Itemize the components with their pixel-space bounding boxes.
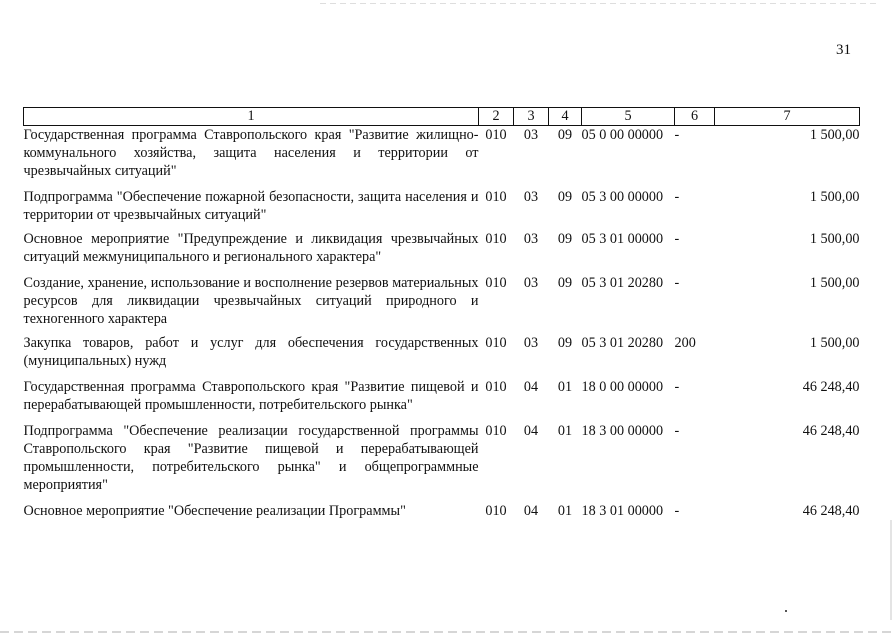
row-amount: 1 500,00 <box>809 335 860 351</box>
row-ministry-code: 010 <box>485 189 507 205</box>
scan-artifact-top <box>320 3 880 4</box>
row-target-code: 05 3 00 00000 <box>581 189 664 205</box>
row-section-code: 04 <box>523 503 539 519</box>
table-row <box>24 274 860 334</box>
row-amount: 1 500,00 <box>809 275 860 291</box>
row-target-code: 05 3 01 00000 <box>581 231 664 247</box>
table-row <box>24 334 860 378</box>
header-col-1: 1 <box>24 108 479 126</box>
row-expense-type: - <box>674 189 680 205</box>
row-expense-type: - <box>674 423 680 439</box>
header-col-7: 7 <box>715 108 860 126</box>
row-amount: 1 500,00 <box>809 189 860 205</box>
row-target-code: 05 3 01 20280 <box>581 335 664 351</box>
row-amount: 1 500,00 <box>809 127 860 143</box>
row-amount: 46 248,40 <box>802 379 860 395</box>
header-col-6: 6 <box>675 108 715 126</box>
row-expense-type: - <box>674 275 680 291</box>
row-section-code: 03 <box>523 275 539 291</box>
table-row <box>24 422 860 502</box>
row-subsection-code: 01 <box>557 423 573 439</box>
row-target-code: 05 0 00 00000 <box>581 127 664 143</box>
budget-table <box>23 107 860 528</box>
table-row <box>24 502 860 528</box>
row-expense-type: - <box>674 379 680 395</box>
row-amount: 46 248,40 <box>802 423 860 439</box>
table-row <box>24 378 860 422</box>
row-amount: 1 500,00 <box>809 231 860 247</box>
row-subsection-code: 09 <box>557 127 573 143</box>
page-number: 31 <box>836 42 851 58</box>
row-target-code: 18 0 00 00000 <box>581 379 664 395</box>
row-name: Государственная программа Ставропольского края "Развитие пищевой и перерабатывающей промышленности, потребительского рынка" <box>23 379 479 413</box>
table-row <box>24 188 860 230</box>
row-amount: 46 248,40 <box>802 503 860 519</box>
row-expense-type: - <box>674 127 680 143</box>
row-subsection-code: 09 <box>557 335 573 351</box>
row-name: Подпрограмма "Обеспечение реализации государственной программы Ставропольского края "Развитие пищевой и перерабатывающей промышленности, потребительского рынка" и общепрограммные мероприятия" <box>23 423 479 493</box>
table-header-row <box>24 108 860 126</box>
row-target-code: 18 3 01 00000 <box>581 503 664 519</box>
row-subsection-code: 01 <box>557 503 573 519</box>
row-target-code: 18 3 00 00000 <box>581 423 664 439</box>
row-section-code: 04 <box>523 423 539 439</box>
row-name: Закупка товаров, работ и услуг для обеспечения государственных (муниципальных) нужд <box>23 335 479 369</box>
row-name: Основное мероприятие "Обеспечение реализации Программы" <box>23 503 406 519</box>
row-subsection-code: 09 <box>557 231 573 247</box>
header-col-4: 4 <box>549 108 582 126</box>
row-subsection-code: 01 <box>557 379 573 395</box>
row-ministry-code: 010 <box>485 503 507 519</box>
row-subsection-code: 09 <box>557 275 573 291</box>
row-name: Создание, хранение, использование и восполнение резервов материальных ресурсов для ликвидации чрезвычайных ситуаций природного и техногенного характера <box>23 275 479 327</box>
row-ministry-code: 010 <box>485 275 507 291</box>
row-name: Основное мероприятие "Предупреждение и ликвидация чрезвычайных ситуаций межмуниципального и регионального характера" <box>23 231 479 265</box>
scan-artifact-bottom <box>0 631 894 633</box>
table-row <box>24 230 860 274</box>
row-subsection-code: 09 <box>557 189 573 205</box>
header-col-3: 3 <box>514 108 549 126</box>
row-section-code: 03 <box>523 189 539 205</box>
row-ministry-code: 010 <box>485 423 507 439</box>
row-section-code: 04 <box>523 379 539 395</box>
row-ministry-code: 010 <box>485 231 507 247</box>
row-section-code: 03 <box>523 127 539 143</box>
scan-artifact-dot <box>785 610 787 612</box>
header-col-2: 2 <box>479 108 514 126</box>
row-section-code: 03 <box>523 231 539 247</box>
row-expense-type: - <box>674 231 680 247</box>
row-target-code: 05 3 01 20280 <box>581 275 664 291</box>
row-ministry-code: 010 <box>485 335 507 351</box>
row-expense-type: - <box>674 503 680 519</box>
header-col-5: 5 <box>582 108 675 126</box>
scan-artifact-edge <box>890 520 892 620</box>
row-name: Подпрограмма "Обеспечение пожарной безопасности, защита населения и территории от чрезвычайных ситуаций" <box>23 189 479 223</box>
row-ministry-code: 010 <box>485 379 507 395</box>
row-name: Государственная программа Ставропольского края "Развитие жилищно-коммунального хозяйства, защита населения и территории от чрезвычайных ситуаций" <box>23 127 479 179</box>
table-row <box>24 126 860 189</box>
row-ministry-code: 010 <box>485 127 507 143</box>
row-section-code: 03 <box>523 335 539 351</box>
row-expense-type: 200 <box>674 335 696 351</box>
